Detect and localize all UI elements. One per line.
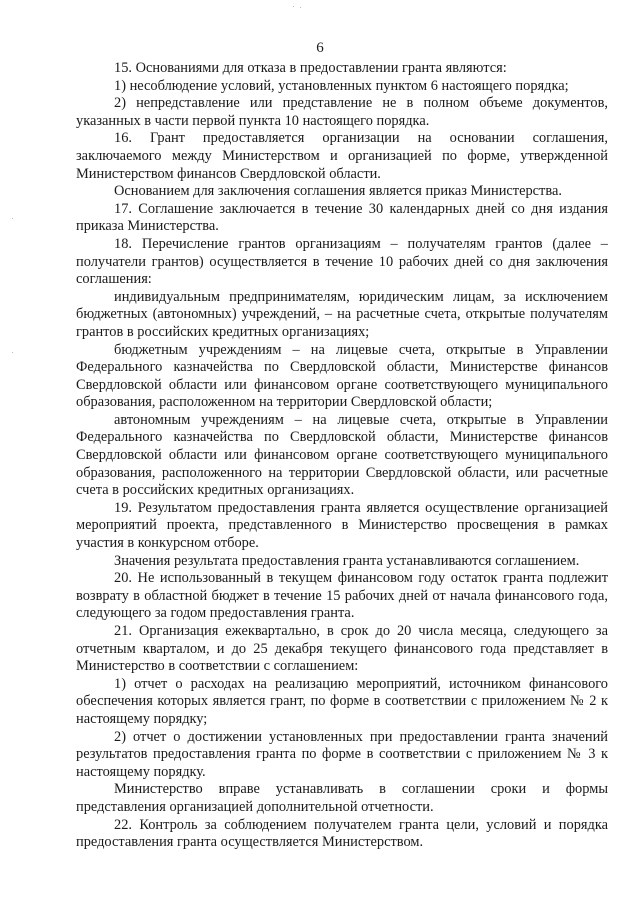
- paragraph: 21. Организация ежеквартально, в срок до 20 числа месяца, следующего за отчетным кварталом, и до 25 декабря текущего финансового года представляет в Министерство в соответствии с соглашением:: [76, 623, 608, 675]
- paragraph: Основанием для заключения соглашения является приказ Министерства.: [114, 183, 562, 200]
- scan-speck: [12, 218, 13, 219]
- paragraph: 2) непредставление или представление не в полном объеме документов, указанных в части первой пункта 10 настоящего порядка.: [76, 95, 608, 129]
- paragraph: 20. Не использованный в текущем финансовом году остаток гранта подлежит возврату в областной бюджет в течение 15 рабочих дней от начала финансового года, следующего за годом предоставления гранта.: [76, 570, 608, 622]
- scan-speck: [293, 6, 294, 7]
- scan-speck: [12, 352, 13, 353]
- paragraph: 18. Перечисление грантов организациям – получателям грантов (далее – получатели грантов) осуществляется в течение 10 рабочих дней со дня заключения соглашения:: [76, 235, 608, 288]
- paragraph: 15. Основаниями для отказа в предоставлении гранта являются:: [114, 60, 507, 76]
- scan-speck: [300, 7, 301, 8]
- paragraph: 1) отчет о расходах на реализацию мероприятий, источником финансового обеспечения которых является грант, по форме в соответствии с приложением № 2 к настоящему порядку;: [76, 675, 608, 727]
- paragraph: бюджетным учреждениям – на лицевые счета, открытые в Управлении Федерального казначейства по Свердловской области, Министерстве финансов Свердловской области или финансовом органе соответствующего муниципального образования, расположенном на территории Свердловской области;: [76, 341, 608, 411]
- paragraph: 17. Соглашение заключается в течение 30 календарных дней со дня издания приказа Министерства.: [76, 200, 608, 235]
- paragraph: 16. Грант предоставляется организации на основании соглашения, заключаемого между Министерством и организацией по форме, утвержденной Министерством финансов Свердловской области.: [76, 130, 608, 182]
- paragraph: автономным учреждениям – на лицевые счета, открытые в Управлении Федерального казначейства по Свердловской области, Министерстве финансов Свердловской области или финансовом органе соответствующего муниципального образования, расположенного на территории Свердловской области, или расчетные счета в российских кредитных организациях.: [76, 411, 608, 499]
- paragraph: 22. Контроль за соблюдением получателем гранта цели, условий и порядка предоставления гранта осуществляется Министерством.: [76, 816, 608, 851]
- paragraph: 19. Результатом предоставления гранта является осуществление организацией мероприятий проекта, представленного в Министерство просвещения в рамках участия в конкурсном отборе.: [76, 499, 608, 552]
- paragraph: Министерство вправе устанавливать в соглашении сроки и формы представления организацией дополнительной отчетности.: [76, 781, 608, 815]
- paragraph: Значения результата предоставления гранта устанавливаются соглашением.: [114, 552, 580, 569]
- paragraph: 1) несоблюдение условий, установленных пунктом 6 настоящего порядка;: [114, 77, 569, 94]
- page-number: 6: [316, 40, 324, 56]
- paragraph: индивидуальным предпринимателям, юридическим лицам, за исключением бюджетных (автономных) учреждений, – на расчетные счета, открытые получателям грантов в российских кредитных организациях;: [76, 288, 608, 340]
- paragraph: 2) отчет о достижении установленных при предоставлении гранта значений результатов предоставления гранта по форме в соответствии с приложением № 3 к настоящему порядку.: [76, 728, 608, 780]
- document-body: [76, 60, 608, 852]
